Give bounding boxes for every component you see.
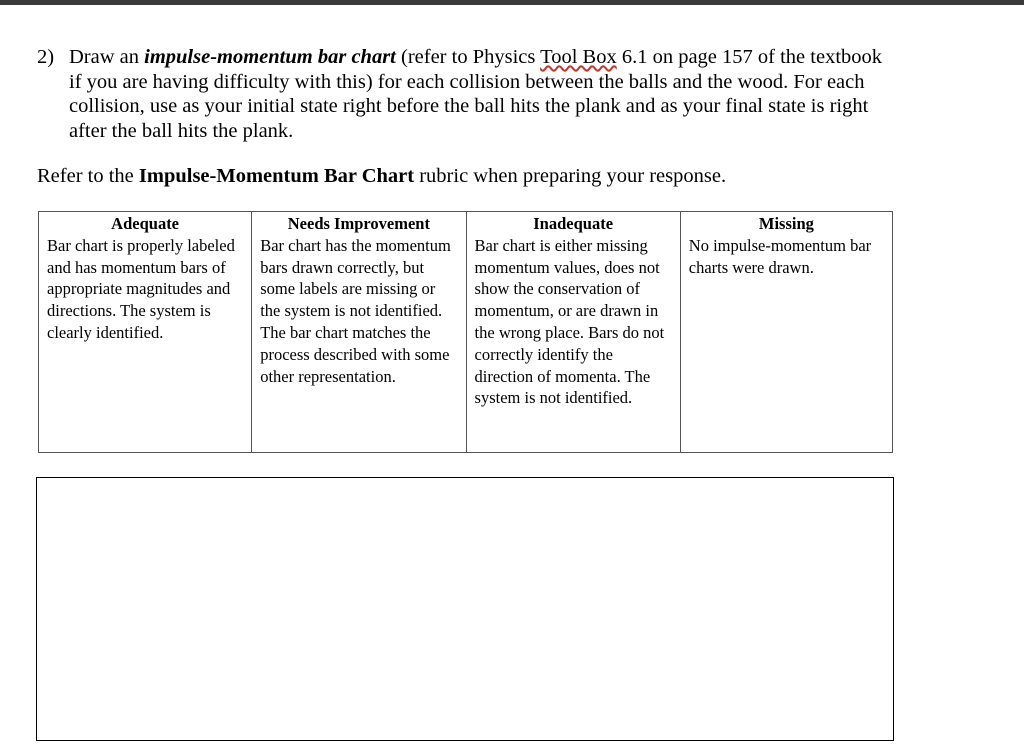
rubric-cell-adequate: Bar chart is properly labeled and has momentum bars of appropriate magnitudes and directions. The system is clearly identified. xyxy=(39,235,252,453)
rubric-note-title: Impulse-Momentum Bar Chart xyxy=(138,165,415,187)
question-emphasis: impulse-momentum bar chart xyxy=(144,46,396,68)
rubric-header-row xyxy=(39,212,893,235)
question-prompt xyxy=(37,45,897,143)
question-text-before: Draw an xyxy=(69,46,145,68)
rubric-cell-needs-improvement: Bar chart has the momentum bars drawn correctly, but some labels are missing or the system is not identified. The bar chart matches the process described with some other representation. xyxy=(252,235,466,453)
rubric-table xyxy=(38,211,893,453)
question-number: 2) xyxy=(37,46,55,68)
rubric-instruction xyxy=(37,164,726,188)
rubric-note-suffix: rubric when preparing your response. xyxy=(414,165,727,187)
rubric-header-adequate: Adequate xyxy=(39,212,252,235)
reference-link: Tool Box xyxy=(540,46,617,68)
rubric-note-prefix: Refer to the xyxy=(37,165,139,187)
rubric-criteria-row xyxy=(39,235,893,453)
question-text xyxy=(69,45,897,143)
question-text-after: 6.1 on page 157 of the textbook if you are having difficulty with this) for each collision between the balls and the wood. For each collision, use as your initial state right before the ball hits the plank and as your final state is right after the ball hits the plank. xyxy=(69,46,883,142)
rubric-header-missing: Missing xyxy=(680,212,892,235)
rubric-cell-missing: No impulse-momentum bar charts were drawn. xyxy=(680,235,892,453)
rubric-header-needs-improvement: Needs Improvement xyxy=(252,212,466,235)
answer-box[interactable] xyxy=(36,477,894,741)
rubric-cell-inadequate: Bar chart is either missing momentum values, does not show the conservation of momentum, or are drawn in the wrong place. Bars do not correctly identify the direction of momenta. The system is not identified. xyxy=(466,235,680,453)
top-rule xyxy=(0,0,1024,5)
rubric-header-inadequate: Inadequate xyxy=(466,212,680,235)
question-text-mid: (refer to Physics xyxy=(395,46,541,68)
